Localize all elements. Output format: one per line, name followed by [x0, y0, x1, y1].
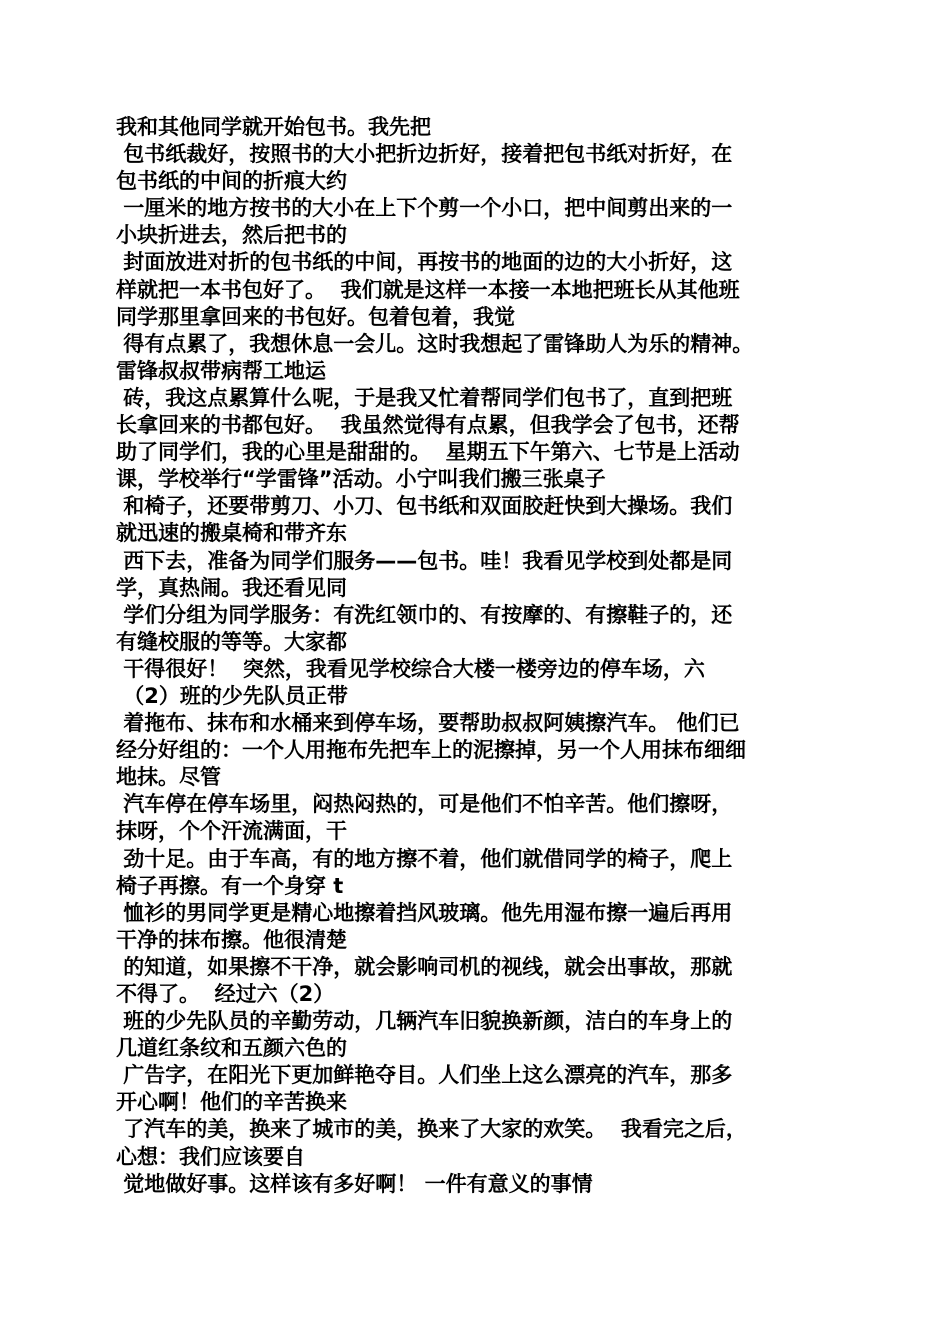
text-line: 学们分组为同学服务：有洗红领巾的、有按摩的、有擦鞋子的，还: [116, 602, 733, 627]
text-line: （2）班的少先队员正带: [116, 683, 348, 708]
text-line: 雷锋叔叔带病帮工地运: [116, 358, 326, 383]
text-line: 抹呀，个个汗流满面，干: [116, 819, 347, 844]
text-line: 广告字，在阳光下更加鲜艳夺目。人们坐上这么漂亮的汽车，那多: [116, 1063, 733, 1088]
text-line: 助了同学们，我的心里是甜甜的。 星期五下午第六、七节是上活动: [116, 440, 740, 465]
text-line: 学，真热闹。我还看见同: [116, 575, 347, 600]
text-line: 不得了。 经过六（2）: [116, 982, 335, 1006]
text-line: 小块折进去，然后把书的: [116, 223, 347, 248]
text-line: 心想：我们应该要自: [116, 1144, 305, 1169]
text-line: 椅子再擦。有一个身穿 t: [116, 873, 344, 898]
text-line: 恤衫的男同学更是精心地擦着挡风玻璃。他先用湿布擦一遍后再用: [116, 900, 733, 925]
text-line: 包书纸裁好，按照书的大小把折边折好，接着把包书纸对折好，在: [116, 142, 733, 167]
text-line: 就迅速的搬桌椅和带齐东: [116, 521, 347, 546]
text-line: 着拖布、抹布和水桶来到停车场，要帮助叔叔阿姨擦汽车。 他们已: [116, 711, 740, 736]
text-line: 长拿回来的书都包好。 我虽然觉得有点累，但我学会了包书，还帮: [116, 413, 740, 438]
text-line: 有缝校服的等等。大家都: [116, 629, 347, 654]
text-line: 我和其他同学就开始包书。我先把: [116, 115, 431, 139]
text-line: 和椅子，还要带剪刀、小刀、包书纸和双面胶赶快到大操场。我们: [116, 494, 733, 519]
text-line: 班的少先队员的辛勤劳动，几辆汽车旧貌换新颜，洁白的车身上的: [116, 1009, 733, 1034]
text-line: 课，学校举行“学雷锋”活动。小宁叫我们搬三张桌子: [116, 467, 606, 492]
text-line: 干净的抹布擦。他很清楚: [116, 927, 347, 952]
text-line: 砖，我这点累算什么呢，于是我又忙着帮同学们包书了，直到把班: [116, 385, 733, 410]
text-line: 汽车停在停车场里，闷热闷热的，可是他们不怕辛苦。他们擦呀，: [116, 792, 733, 817]
text-line: 的知道，如果擦不干净，就会影响司机的视线，就会出事故，那就: [116, 954, 733, 979]
text-line: 开心啊！他们的辛苦换来: [116, 1090, 347, 1115]
text-line: 觉地做好事。这样该有多好啊！ 一件有意义的事情: [116, 1171, 593, 1196]
text-line: 西下去，准备为同学们服务——包书。哇！我看见学校到处都是同: [116, 548, 733, 573]
text-line: 劲十足。由于车高，有的地方擦不着，他们就借同学的椅子，爬上: [116, 846, 733, 871]
text-line: 地抹。尽管: [116, 765, 221, 790]
text-line: 封面放进对折的包书纸的中间，再按书的地面的边的大小折好，这: [116, 250, 733, 275]
text-line: 干得很好！ 突然，我看见学校综合大楼一楼旁边的停车场，六: [116, 656, 705, 681]
text-line: 同学那里拿回来的书包好。包着包着，我觉: [116, 304, 515, 329]
text-line: 经分好组的：一个人用拖布先把车上的泥擦掉，另一个人用抹布细细: [116, 738, 746, 763]
document-page: [116, 114, 836, 1198]
text-line: 得有点累了，我想休息一会儿。这时我想起了雷锋助人为乐的精神。: [116, 331, 754, 356]
text-line: 几道红条纹和五颜六色的: [116, 1036, 347, 1061]
text-line: 一厘米的地方按书的大小在上下个剪一个小口，把中间剪出来的一: [116, 196, 733, 221]
text-line: 样就把一本书包好了。 我们就是这样一本接一本地把班长从其他班: [116, 277, 740, 302]
text-line: 了汽车的美，换来了城市的美，换来了大家的欢笑。 我看完之后，: [116, 1117, 747, 1142]
text-line: 包书纸的中间的折痕大约: [116, 169, 347, 194]
